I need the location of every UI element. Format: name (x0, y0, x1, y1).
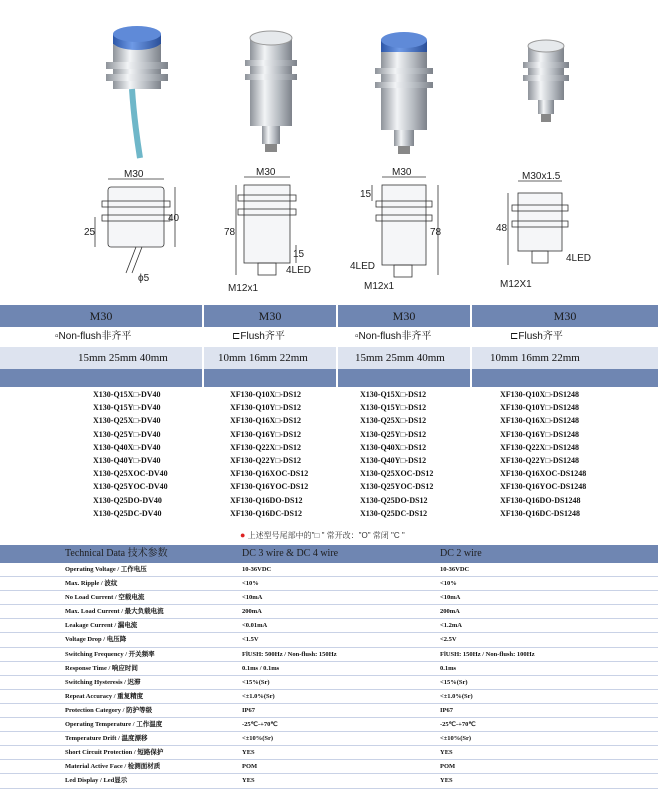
d2-led-label: 4LED (286, 265, 312, 276)
d3-led-label: 4LED (350, 261, 376, 272)
table-row (0, 577, 658, 591)
list-item: XF130-Q16XOC-DS12 (230, 469, 309, 479)
list-item: XF130-Q16YOC-DS12 (230, 482, 309, 492)
list-item: XF130-Q16DC-DS1248 (500, 508, 580, 518)
d3-top-label: 15 (360, 189, 372, 200)
tech-val-b: <15%(Sr) (440, 678, 468, 686)
list-item: X130-Q40X□-DV40 (93, 442, 161, 452)
tech-val-a: 0.1ms / 0.1ms (242, 664, 280, 672)
tech-header (0, 545, 658, 563)
list-item: X130-Q25YOC-DV40 (93, 482, 168, 492)
list-item: XF130-Q22Y□-DS12 (230, 455, 302, 465)
table-row (0, 591, 658, 605)
list-item: X130-Q15Y□-DV40 (93, 403, 161, 413)
list-item: XF130-Q16DO-DS1248 (500, 495, 581, 505)
tech-val-b: YES (440, 777, 453, 785)
table-row (0, 648, 658, 662)
tech-key: Response Time / 响应时间 (65, 664, 138, 672)
product-photos-svg (0, 0, 658, 165)
note-text: 上述型号尾部中的"□ " 常开改："O" 常闭 "C " (247, 531, 405, 540)
list-item: X130-Q15X□-DV40 (93, 390, 161, 399)
table-row (0, 690, 658, 704)
table-row (0, 633, 658, 647)
col4-size: M30 (553, 309, 577, 323)
table-row (0, 718, 658, 732)
tech-val-a: <1.5V (242, 636, 259, 644)
tech-val-b: <±1.0%(Sr) (440, 692, 473, 700)
list-item: X130-Q25XOC-DS12 (360, 469, 434, 479)
col3-mount-text: Non-flush非齐平 (358, 331, 432, 342)
d1-size-label: M30 (124, 169, 144, 180)
table-row (0, 676, 658, 690)
list-item: X130-Q25X□-DS12 (360, 416, 427, 426)
product-photos (0, 0, 658, 165)
list-item: X130-Q25DC-DV40 (93, 508, 162, 518)
model-col-1 (93, 388, 168, 520)
col3-ranges: 15mm 25mm 40mm (355, 352, 445, 364)
table-row (0, 619, 658, 633)
table-row (0, 732, 658, 746)
mount-row (0, 327, 658, 347)
tech-val-a: <±1.0%(Sr) (242, 692, 275, 700)
list-item: XF130-Q16XOC-DS1248 (500, 469, 587, 479)
tech-val-a: IP67 (242, 706, 255, 714)
col2-size: M30 (258, 309, 282, 323)
list-item: XF130-Q10X□-DS1248 (500, 390, 580, 399)
range-row (0, 347, 658, 369)
tech-val-b: 10-36VDC (440, 566, 470, 573)
tech-val-a: -25℃-+70℃ (242, 721, 278, 729)
d3-size-label: M30 (392, 167, 412, 178)
tech-col-a: DC 3 wire & DC 4 wire (242, 548, 339, 559)
tech-val-a: POM (242, 763, 258, 771)
col4-mount: ⊏Flush齐平 (510, 331, 563, 342)
model-col-2 (230, 388, 308, 520)
sensor-photo-4 (523, 40, 569, 122)
d2-conn-label: M12x1 (228, 283, 259, 294)
list-item: XF130-Q16Y□-DS1248 (500, 429, 580, 439)
tech-key: Short Circuit Protection / 短路保护 (65, 749, 164, 757)
tech-val-a: 200mA (242, 608, 262, 616)
col2-mount: ⊏Flush齐平 (232, 331, 285, 342)
tech-val-a: <±10%(Sr) (242, 735, 274, 743)
d4-led-label: 4LED (566, 253, 592, 264)
list-item: XF130-Q22X□-DS1248 (500, 442, 580, 452)
list-item: XF130-Q22X□-DS12 (230, 442, 302, 452)
tech-val-a: YES (242, 749, 255, 757)
note-bullet-icon: ● (240, 530, 246, 540)
model-note (240, 530, 405, 541)
tech-val-a: <0.01mA (242, 622, 268, 630)
tech-val-a: <10% (242, 580, 259, 588)
tech-val-b: IP67 (440, 706, 453, 714)
table-row (0, 746, 658, 760)
tech-title: Technical Data 技术参数 (65, 548, 168, 559)
sensor-photo-3 (375, 32, 433, 154)
tech-key: Temperature Drift / 温度漂移 (65, 735, 148, 743)
list-item: XF130-Q16DC-DS12 (230, 508, 302, 518)
col1-mount: ▫Non-flush非齐平 (55, 331, 132, 342)
tech-key: Max. Ripple / 波纹 (65, 580, 118, 588)
col3-size: M30 (392, 309, 416, 323)
tech-val-a: 10-36VDC (242, 566, 272, 573)
tech-key: Switching Frequency / 开关频率 (65, 650, 155, 658)
col1-ranges: 15mm 25mm 40mm (78, 352, 168, 364)
tech-val-b: <±10%(Sr) (440, 735, 472, 743)
tech-table (0, 563, 658, 789)
table-row (0, 760, 658, 774)
d4-size-label: M30x1.5 (522, 171, 561, 182)
tech-key: Leakage Current / 漏电流 (65, 622, 138, 630)
tech-val-b: 200mA (440, 608, 460, 616)
list-item: X130-Q25XOC-DV40 (93, 469, 168, 479)
list-item: X130-Q15X□-DS12 (360, 390, 427, 399)
tech-val-a: YES (242, 777, 255, 785)
table-row (0, 563, 658, 577)
model-col-3 (360, 388, 433, 520)
sensor-photo-2 (245, 31, 297, 152)
size-header-row (0, 305, 658, 327)
tech-val-a: FlUSH: 500Hz / Non-flush: 150Hz (242, 650, 337, 658)
list-item: X130-Q15Y□-DS12 (360, 403, 427, 413)
tech-val-b: YES (440, 749, 453, 757)
tech-val-a: <15%(Sr) (242, 678, 270, 686)
d4-conn-label: M12X1 (500, 279, 532, 290)
d3-len-label: 78 (430, 227, 442, 238)
tech-key: No Load Current / 空载电流 (65, 594, 145, 602)
d1-h2-label: 40 (168, 213, 180, 224)
model-list (0, 388, 658, 528)
tech-col-b: DC 2 wire (440, 548, 482, 559)
col3-mount: ▫Non-flush非齐平 (355, 331, 432, 342)
table-row (0, 774, 658, 788)
tech-key: Voltage Drop / 电压降 (65, 636, 127, 644)
d2-size-label: M30 (256, 167, 276, 178)
tech-val-b: <1.2mA (440, 622, 462, 630)
col1-size: M30 (89, 309, 113, 323)
list-item: X130-Q25DO-DS12 (360, 495, 428, 505)
tech-val-b: POM (440, 763, 456, 771)
tech-val-b: <10mA (440, 594, 461, 602)
tech-key: Protection Category / 防护等级 (65, 706, 153, 714)
tech-key: Operating Voltage / 工作电压 (65, 566, 147, 573)
table-row (0, 605, 658, 619)
list-item: XF130-Q10Y□-DS1248 (500, 403, 580, 413)
list-item: X130-Q25Y□-DS12 (360, 429, 427, 439)
list-item: X130-Q25DO-DV40 (93, 495, 162, 505)
table-row (0, 704, 658, 718)
tech-val-b: 0.1ms (440, 664, 457, 672)
list-item: XF130-Q16X□-DS1248 (500, 416, 580, 426)
tech-key: Repeat Accuracy / 重复精度 (65, 692, 144, 700)
list-item: X130-Q40Y□-DS12 (360, 455, 427, 465)
tech-key: Led Display / Led显示 (65, 777, 128, 785)
list-item: X130-Q40Y□-DV40 (93, 455, 161, 465)
col4-mount-text: Flush齐平 (518, 331, 563, 342)
list-item: X130-Q40X□-DS12 (360, 442, 427, 452)
list-item: X130-Q25DC-DS12 (360, 508, 428, 518)
col1-mount-text: Non-flush非齐平 (58, 331, 132, 342)
d3-conn-label: M12x1 (364, 281, 395, 292)
list-item: XF130-Q16DO-DS12 (230, 495, 303, 505)
tech-val-b: FlUSH: 150Hz / Non-flush: 100Hz (440, 650, 535, 658)
list-item: XF130-Q16X□-DS12 (230, 416, 302, 426)
tech-val-b: -25℃-+70℃ (440, 721, 476, 729)
list-item: XF130-Q16Y□-DS12 (230, 429, 302, 439)
col2-mount-text: Flush齐平 (240, 331, 285, 342)
d1-h1-label: 25 (84, 227, 96, 238)
model-col-4 (500, 388, 586, 520)
model-header-bar (0, 369, 658, 387)
tech-val-b: <2.5V (440, 636, 457, 644)
tech-key: Max. Load Current / 最大负载电流 (65, 608, 164, 616)
d2-len-label: 78 (224, 227, 236, 238)
list-item: X130-Q25X□-DV40 (93, 416, 161, 426)
tech-key: Material Active Face / 检测面材质 (65, 763, 161, 771)
sensor-photo-1 (106, 26, 168, 158)
tech-val-b: <10% (440, 580, 457, 588)
tech-key: Switching Hysteresis / 迟滞 (65, 678, 141, 686)
tech-val-a: <10mA (242, 594, 263, 602)
list-item: XF130-Q22Y□-DS1248 (500, 455, 580, 465)
list-item: XF130-Q10X□-DS12 (230, 390, 302, 399)
tech-key: Operating Temperature / 工作温度 (65, 721, 163, 729)
dimension-drawings-svg (0, 165, 658, 305)
col4-ranges: 10mm 16mm 22mm (490, 352, 580, 364)
list-item: XF130-Q16YOC-DS1248 (500, 482, 587, 492)
list-item: X130-Q25Y□-DV40 (93, 429, 161, 439)
list-item: X130-Q25YOC-DS12 (360, 482, 434, 492)
dimension-drawings (0, 165, 658, 305)
d2-ledh-label: 15 (293, 249, 305, 260)
d1-dia-label: ϕ5 (138, 273, 150, 284)
table-row (0, 662, 658, 676)
list-item: XF130-Q10Y□-DS12 (230, 403, 302, 413)
d4-len-label: 48 (496, 223, 508, 234)
col2-ranges: 10mm 16mm 22mm (218, 352, 308, 364)
